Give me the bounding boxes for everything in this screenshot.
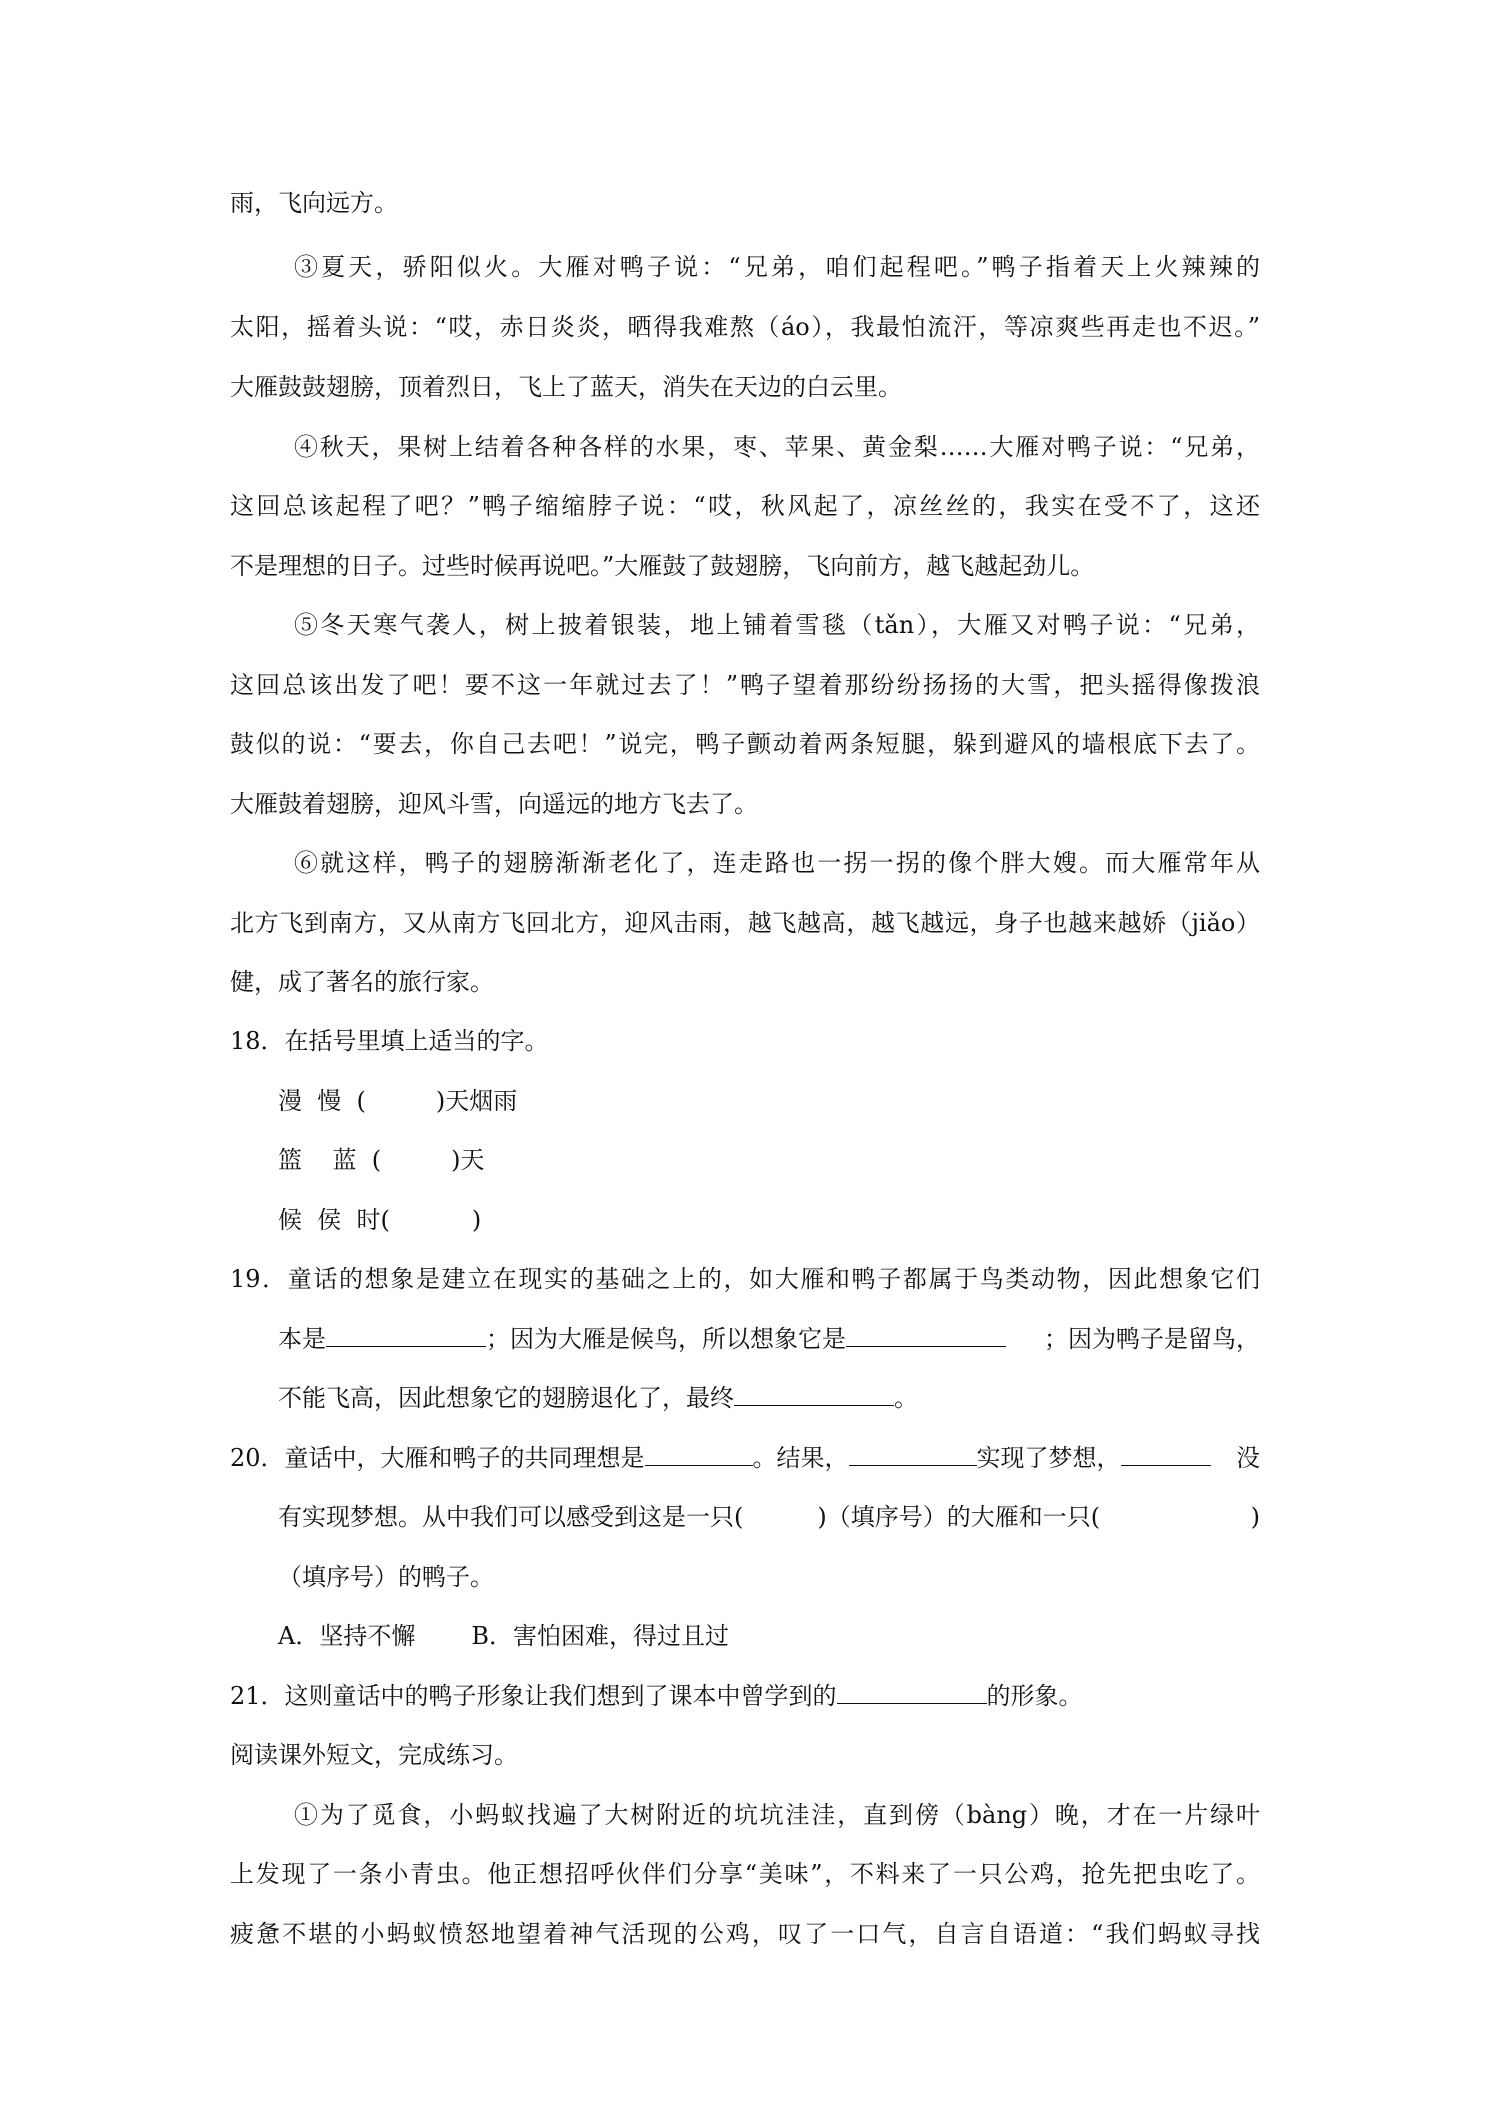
- q21-line: [230, 1679, 1083, 1713]
- passage2-p1-line2: 上发现了一条小青虫。他正想招呼伙伴们分享“美味”，不料来了一只公鸡，抢先把虫吃了。: [230, 1860, 1260, 1888]
- q20-option-a[interactable]: A．坚持不懈: [278, 1622, 416, 1650]
- q18-item-3-chars: 候 侯 时(: [278, 1206, 390, 1234]
- passage2-heading: 阅读课外短文，完成练习。: [230, 1741, 518, 1769]
- q18-item-1-suffix: )天烟雨: [435, 1087, 518, 1115]
- passage2-p1-line1: ①为了觅食，小蚂蚁找遍了大树附近的坑坑洼洼，直到傍（bàng）晚，才在一片绿叶: [294, 1801, 1260, 1829]
- passage1-p5-line2: 这回总该出发了吧！要不这一年就过去了！”鸭子望着那纷纷扬扬的大雪，把头摇得像拨浪: [230, 671, 1260, 699]
- q19-blank-3[interactable]: [734, 1381, 894, 1406]
- q20-options: [278, 1619, 729, 1653]
- q19-line2-a: 本是: [278, 1325, 326, 1353]
- q19-line3-a: 不能飞高，因此想象它的翅膀退化了，最终: [278, 1384, 734, 1412]
- q19-line2: [278, 1322, 1260, 1356]
- q20-line2: [278, 1500, 1260, 1534]
- q18-item-3: [278, 1203, 481, 1237]
- passage2-p1-line3: 疲惫不堪的小蚂蚁愤怒地望着神气活现的公鸡，叹了一口气，自言自语道：“我们蚂蚁寻找: [230, 1920, 1260, 1948]
- q18-item-3-suffix: ): [471, 1206, 482, 1234]
- passage1-p3-line3: 大雁鼓鼓翅膀，顶着烈日，飞上了蓝天，消失在天边的白云里。: [230, 373, 902, 401]
- q20-blank-2[interactable]: [849, 1441, 977, 1466]
- passage1-p6-line2: 北方飞到南方，又从南方飞回北方，迎风击雨，越飞越高，越飞越远，身子也越来越娇（jiǎo）: [230, 909, 1260, 937]
- q20-line3: （填序号）的鸭子。: [278, 1563, 494, 1591]
- passage1-p6-line3: 健，成了著名的旅行家。: [230, 968, 494, 996]
- passage1-p5-line3: 鼓似的说：“要去，你自己去吧！”说完，鸭子颤动着两条短腿，躲到避风的墙根底下去了。: [230, 730, 1260, 758]
- q20-line2-b: )（填序号）的大雁和一只(: [817, 1503, 1101, 1531]
- passage1-p4-line1: ④秋天，果树上结着各种各样的水果，枣、苹果、黄金梨……大雁对鸭子说：“兄弟，: [294, 433, 1260, 461]
- q19-line3-b: 。: [894, 1384, 918, 1412]
- passage1-p3-line1: ③夏天，骄阳似火。大雁对鸭子说：“兄弟，咱们起程吧。”鸭子指着天上火辣辣的: [294, 253, 1260, 281]
- passage1-p2-end: 雨，飞向远方。: [230, 189, 398, 217]
- passage1-p4-line3: 不是理想的日子。过些时候再说吧。”大雁鼓了鼓翅膀，飞向前方，越飞越起劲儿。: [230, 552, 1095, 580]
- q19-blank-2[interactable]: [846, 1322, 1006, 1347]
- passage1-p5-line1: ⑤冬天寒气袭人，树上披着银装，地上铺着雪毯（tǎn），大雁又对鸭子说：“兄弟，: [294, 611, 1260, 639]
- q20-line1-d: 没: [1236, 1444, 1260, 1472]
- q19-line2-c: ；因为鸭子是留鸟，: [1044, 1325, 1260, 1353]
- q20-line1: [230, 1441, 1260, 1475]
- q19-line1: 19．童话的想象是建立在现实的基础之上的，如大雁和鸭子都属于鸟类动物，因此想象它们: [230, 1265, 1260, 1293]
- q20-line2-c: ): [1250, 1503, 1260, 1531]
- q18-item-2-suffix: )天: [451, 1146, 485, 1174]
- q18-item-1-chars: 漫 慢 (: [278, 1087, 366, 1115]
- q21-blank[interactable]: [837, 1679, 987, 1704]
- q18-item-2-chars: 篮 蓝 (: [278, 1146, 382, 1174]
- passage1-p4-line2: 这回总该起程了吧？”鸭子缩缩脖子说：“哎，秋风起了，凉丝丝的，我实在受不了，这还: [230, 492, 1260, 520]
- q20-blank-1[interactable]: [645, 1441, 753, 1466]
- passage1-p6-line1: ⑥就这样，鸭子的翅膀渐渐老化了，连走路也一拐一拐的像个胖大嫂。而大雁常年从: [294, 849, 1260, 877]
- q20-line1-c: 实现了梦想，: [976, 1444, 1121, 1472]
- q20-option-b[interactable]: B．害怕困难，得过且过: [471, 1622, 729, 1650]
- q18-item-1: [278, 1084, 517, 1118]
- q18-item-2: [278, 1143, 485, 1177]
- q19-line2-b: ；因为大雁是候鸟，所以想象它是: [486, 1325, 846, 1353]
- q20-blank-3[interactable]: [1121, 1441, 1211, 1466]
- q18-stem: 18．在括号里填上适当的字。: [230, 1027, 549, 1055]
- q21-line-a: 21．这则童话中的鸭子形象让我们想到了课本中曾学到的: [230, 1682, 837, 1710]
- q19-blank-1[interactable]: [326, 1322, 486, 1347]
- q20-line2-a: 有实现梦想。从中我们可以感受到这是一只(: [278, 1503, 744, 1531]
- q20-line1-a: 20．童话中，大雁和鸭子的共同理想是: [230, 1444, 645, 1472]
- q21-line-b: 的形象。: [986, 1682, 1083, 1710]
- q20-line1-b: 。结果，: [752, 1444, 849, 1472]
- q19-line3: [278, 1381, 918, 1415]
- passage1-p3-line2: 太阳，摇着头说：“哎，赤日炎炎，晒得我难熬（áo），我最怕流汗，等凉爽些再走也不迟。”: [230, 313, 1260, 341]
- passage1-p5-line4: 大雁鼓着翅膀，迎风斗雪，向遥远的地方飞去了。: [230, 790, 758, 818]
